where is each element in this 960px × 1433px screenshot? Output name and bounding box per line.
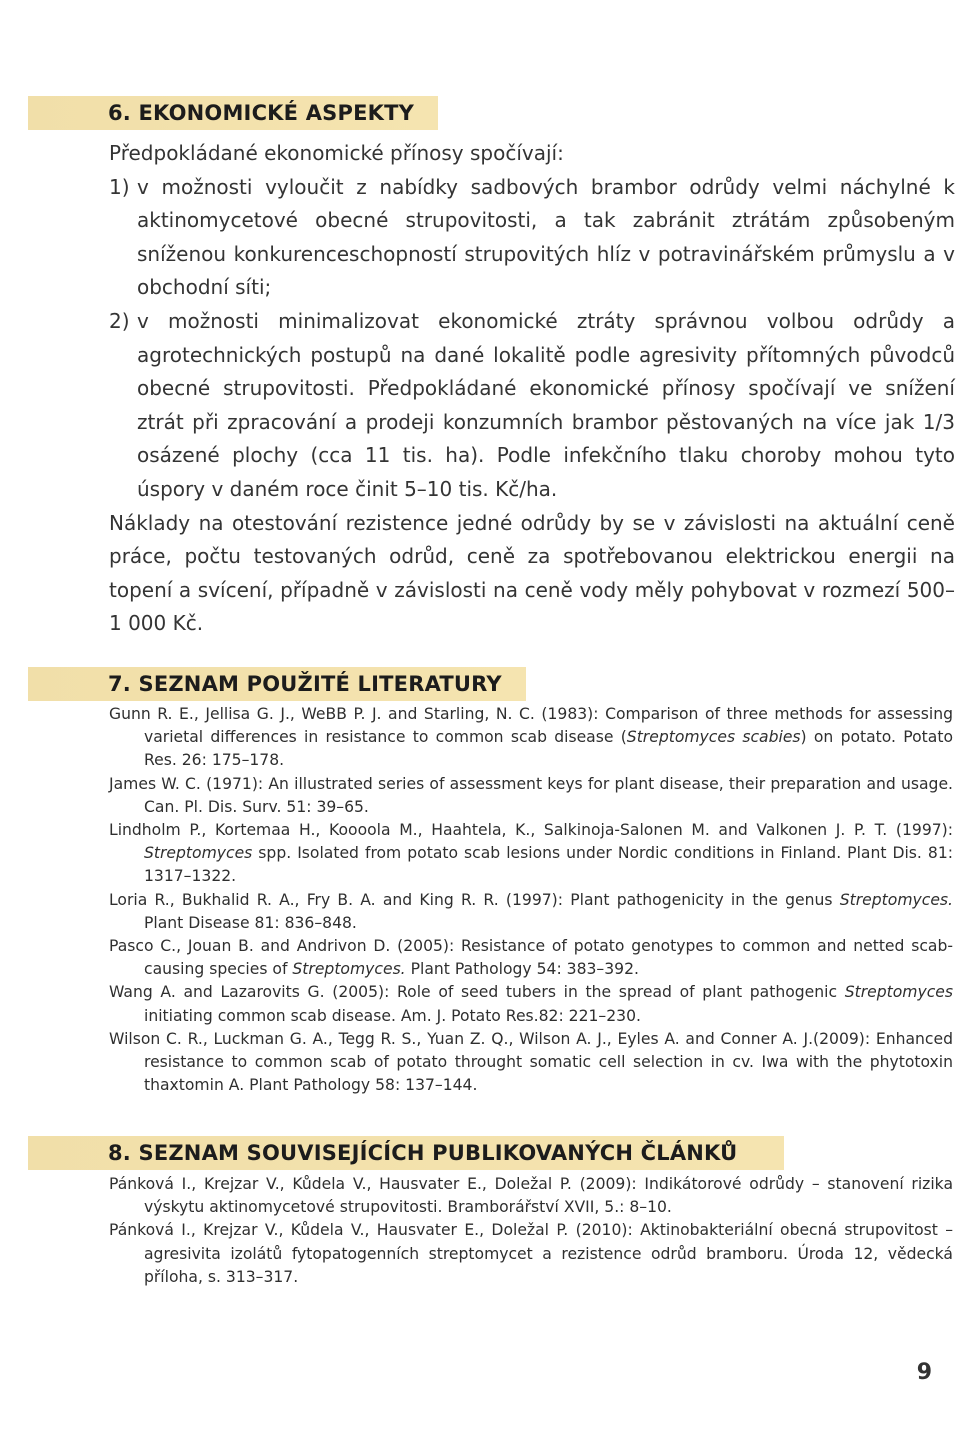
related-articles-list	[109, 1173, 953, 1289]
reference-item: Wang A. and Lazarovits G. (2005): Role of seed tubers in the spread of plant pathogenic Streptomyces initiating common scab disease. Am. J. Potato Res.82: 221–230.	[109, 983, 953, 1025]
list-number-1: 1)	[109, 174, 130, 199]
list-text-2: v možnosti minimalizovat ekonomické ztráty správnou volbou odrůdy a agrotechnických postupů na dané lokalitě podle agresivity přítomných původců obecné strupovitosti. Předpokládané ekonomické přínosy spočívají ve snížení ztrát při zpracování a prodeji konzumních brambor pěstovaných na více jak 1/3 osázené plochy (cca 11 tis. ha). Podle infekčního tlaku choroby mohou tyto úspory v daném roce činit 5–10 tis. Kč/ha.	[137, 308, 955, 501]
section-7-heading: 7. SEZNAM POUŽITÉ LITERATURY	[28, 667, 526, 701]
article-item: Pánková I., Krejzar V., Kůdela V., Hausvater E., Doležal P. (2010): Aktinobakteriální obecná strupovitost – agresivita izolátů fytopatogenních streptomycet a rezistence odrůd bramboru. Úroda 12, vědecká příloha, s. 313–317.	[109, 1221, 953, 1286]
article-item: Pánková I., Krejzar V., Kůdela V., Hausvater E., Doležal P. (2009): Indikátorové odrůdy – stanovení rizika výskytu aktinomycetové strupovitosti. Bramborářství XVII, 5.: 8–10.	[109, 1175, 953, 1217]
list-text-1: v možnosti vyloučit z nabídky sadbových brambor odrůdy velmi náchylné k aktinomycetové obecné strupovitosti, a tak zabránit ztrátám způsobeným sníženou konkurenceschopností strupovitých hlíz v potravinářském průmyslu a v obchodní síti;	[137, 174, 955, 300]
reference-item: Wilson C. R., Luckman G. A., Tegg R. S., Yuan Z. Q., Wilson A. J., Eyles A. and Conner A. J.(2009): Enhanced resistance to common scab of potato throught somatic cell selection in cv. Iwa with the phytotoxin thaxtomin A. Plant Pathology 58: 137–144.	[109, 1029, 953, 1095]
reference-item: Gunn R. E., Jellisa G. J., WeBB P. J. and Starling, N. C. (1983): Comparison of three methods for assessing varietal differences in resistance to common scab disease (Streptomyces scabies) on potato. Potato Res. 26: 175–178.	[109, 705, 953, 770]
reference-item: James W. C. (1971): An illustrated series of assessment keys for plant disease, their preparation and usage. Can. Pl. Dis. Surv. 51: 39–65.	[109, 774, 953, 816]
reference-item: Loria R., Bukhalid R. A., Fry B. A. and King R. R. (1997): Plant pathogenicity in the genus Streptomyces. Plant Disease 81: 836–848.	[109, 890, 953, 932]
intro-paragraph: Předpokládané ekonomické přínosy spočívají:	[109, 141, 564, 165]
section-8-heading: 8. SEZNAM SOUVISEJÍCÍCH PUBLIKOVANÝCH ČLÁNKŮ	[28, 1136, 784, 1170]
costs-paragraph: Náklady na otestování rezistence jedné odrůdy by se v závislosti na aktuální ceně práce, počtu testovaných odrůd, ceně za spotřebovanou elektrickou energii na topení a svícení, případně v závislosti na ceně vody měly pohybovat v rozmezí 500–1 000 Kč.	[109, 510, 955, 636]
list-item-2	[109, 305, 955, 507]
section-6-heading: 6. EKONOMICKÉ ASPEKTY	[28, 96, 438, 130]
reference-item: Lindholm P., Kortemaa H., Koooola M., Haahtela, K., Salkinoja-Salonen M. and Valkonen J. P. T. (1997): Streptomyces spp. Isolated from potato scab lesions under Nordic conditions in Finland. Plant Dis. 81: 1317–1322.	[109, 821, 953, 886]
list-item-1	[109, 171, 955, 305]
list-number-2: 2)	[109, 308, 130, 333]
reference-item: Pasco C., Jouan B. and Andrivon D. (2005): Resistance of potato genotypes to common and netted scab-causing species of Streptomyces. Plant Pathology 54: 383–392.	[109, 937, 953, 979]
references-list	[109, 703, 953, 1097]
section-6-body	[109, 137, 955, 641]
page-number: 9	[916, 1360, 932, 1385]
